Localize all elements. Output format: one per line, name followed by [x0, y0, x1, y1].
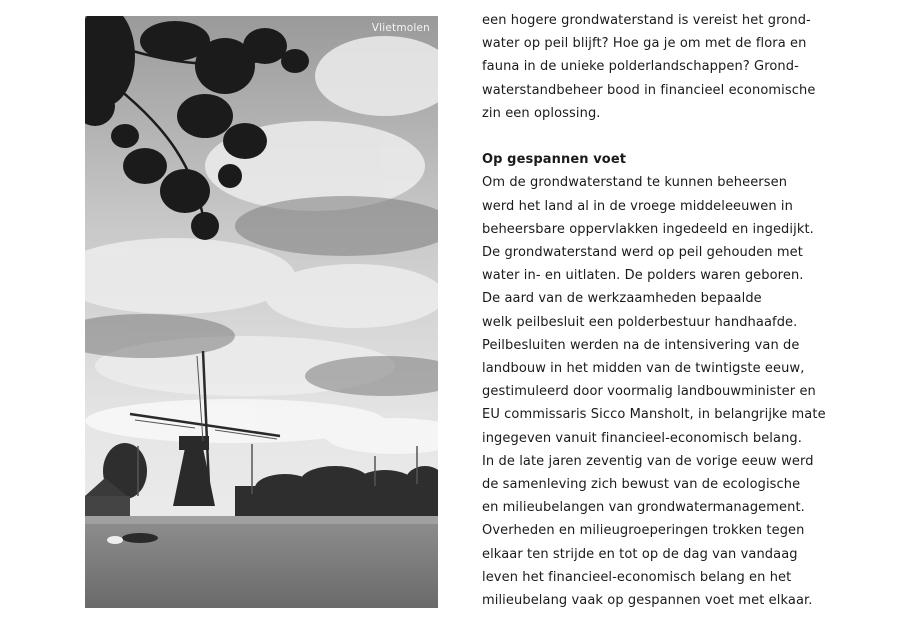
text-line: en milieubelangen van grondwatermanagement.	[482, 500, 805, 516]
text-line: de samenleving zich bewust van de ecologische	[482, 477, 801, 493]
text-line: gestimuleerd door voormalig landbouwminister en	[482, 384, 816, 400]
text-line: EU commissaris Sicco Mansholt, in belangrijke mate	[482, 407, 826, 423]
text-line: leven het financieel-economisch belang en het	[482, 569, 792, 585]
paragraph-gap	[482, 125, 882, 148]
intro-paragraph	[482, 9, 882, 125]
text-line: Overheden en milieugroeperingen trokken tegen	[482, 523, 805, 539]
text-line: water in- en uitlaten. De polders waren geboren.	[482, 268, 804, 284]
text-line: De grondwaterstand werd op peil gehouden met	[482, 245, 803, 261]
text-line: elkaar ten strijde en tot op de dag van vandaag	[482, 546, 798, 562]
windmill-photo	[85, 16, 438, 608]
article-text	[482, 9, 882, 612]
text-line: landbouw in het midden van de twintigste eeuw,	[482, 361, 805, 377]
text-line: Peilbesluiten werden na de intensivering van de	[482, 337, 800, 353]
text-line: fauna in de unieke polderlandschappen? Grond-	[482, 59, 799, 75]
text-line: ingegeven vanuit financieel-economisch belang.	[482, 430, 802, 446]
text-line: beheersbare oppervlakken ingedeeld en ingedijkt.	[482, 221, 814, 237]
text-line: werd het land al in de vroege middeleeuwen in	[482, 198, 793, 214]
text-line: waterstandbeheer bood in financieel economische	[482, 82, 816, 98]
text-line: milieubelang vaak op gespannen voet met elkaar.	[482, 593, 813, 609]
text-line: In de late jaren zeventig van de vorige eeuw werd	[482, 453, 814, 469]
text-line: zin een oplossing.	[482, 105, 601, 121]
section-paragraph	[482, 171, 882, 612]
text-line: De aard van de werkzaamheden bepaalde	[482, 291, 762, 307]
text-line: welk peilbesluit een polderbestuur handhaafde.	[482, 314, 798, 330]
photo-caption: Vlietmolen	[371, 22, 430, 34]
text-line: een hogere grondwaterstand is vereist het grond-	[482, 13, 811, 28]
section-heading: Op gespannen voet	[482, 152, 627, 168]
windmill-landscape-image	[85, 16, 438, 608]
text-line: water op peil blijft? Hoe ga je om met de flora en	[482, 36, 807, 52]
text-line: Om de grondwaterstand te kunnen beheersen	[482, 175, 788, 191]
